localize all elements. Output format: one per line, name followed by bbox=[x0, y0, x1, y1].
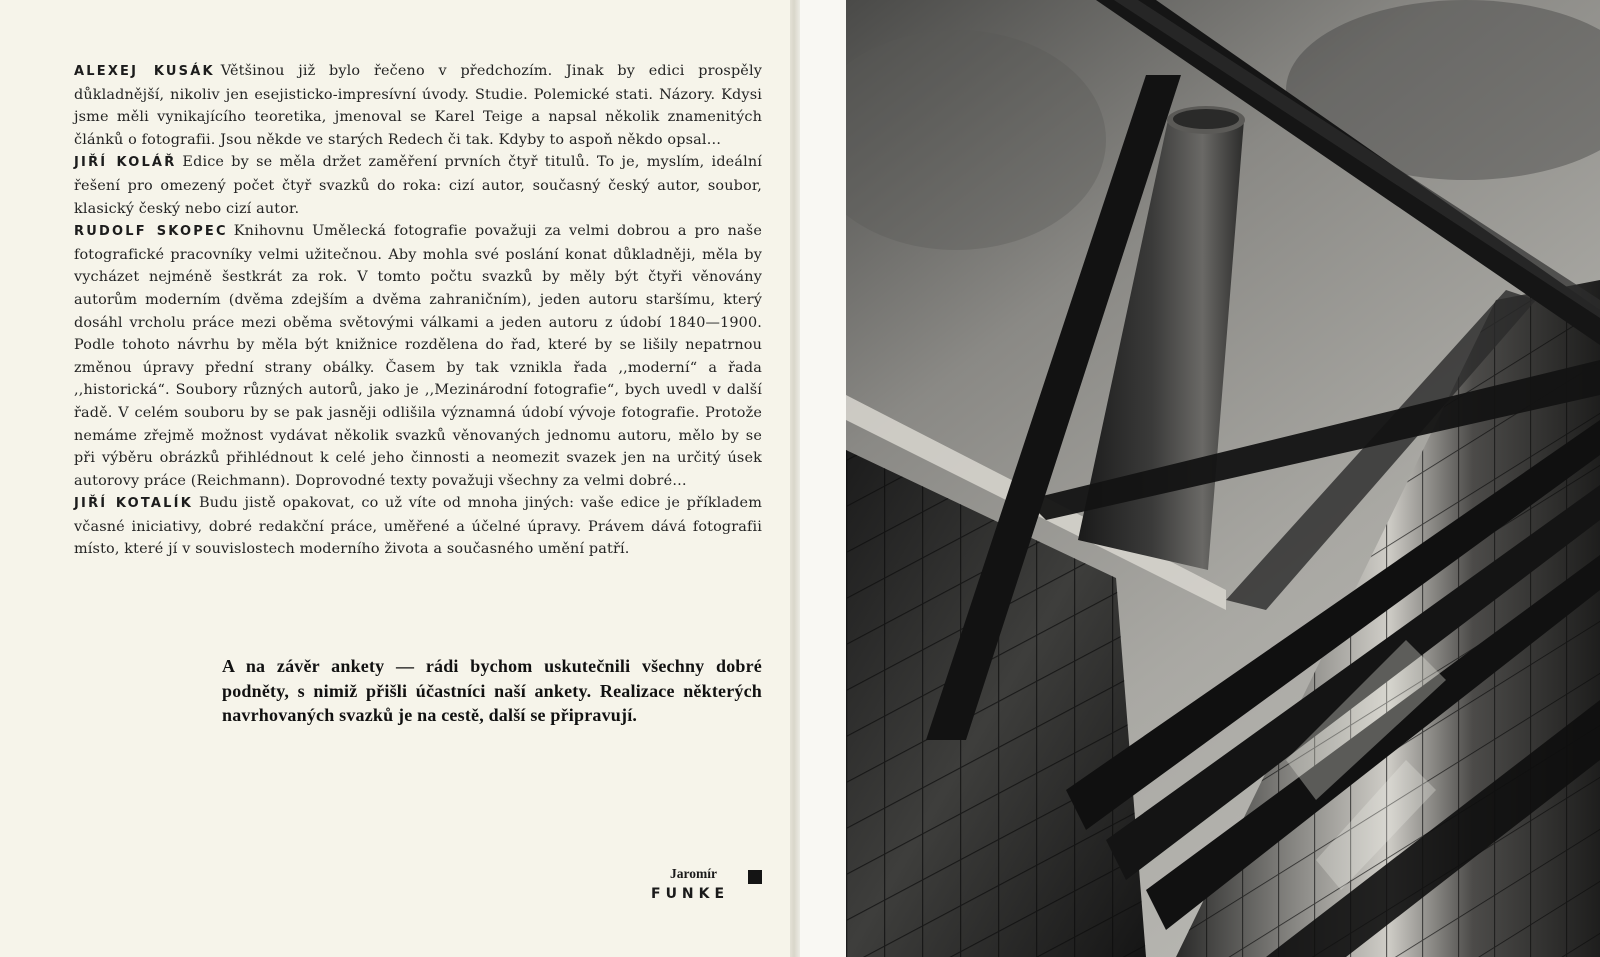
survey-responses bbox=[74, 60, 762, 561]
response-text: Budu jistě opakovat, co už víte od mnoha jiných: vaše edice je příkladem včasné iniciativy, dobré redakční práce, uměřené a účelné úpravy. Právem dává fotografii místo, které jí v souvislostech moderního života a současného umění patří. bbox=[74, 495, 762, 558]
author-name: ALEXEJ KUSÁK bbox=[74, 64, 215, 79]
credit-first-name: Jaromír bbox=[670, 866, 717, 881]
book-gutter bbox=[790, 0, 800, 957]
credit-last-name: FUNKE bbox=[651, 886, 730, 902]
response-text: Edice by se měla držet zaměření prvních čtyř titulů. To je, myslím, ideální řešení pro omezený počet čtyř svazků do roka: cizí autor, současný český autor, soubor, klasický český nebo cizí autor. bbox=[74, 154, 762, 217]
response-kolar bbox=[74, 151, 762, 220]
black-square-icon bbox=[748, 870, 762, 884]
response-skopec bbox=[74, 220, 762, 492]
photo-credit bbox=[640, 866, 780, 906]
author-name: JIŘÍ KOTALÍK bbox=[74, 496, 193, 512]
left-page bbox=[0, 0, 790, 957]
factory-chimney-photograph bbox=[846, 0, 1600, 957]
photo-svg bbox=[846, 0, 1600, 957]
survey-conclusion: A na závěr ankety — rádi bychom uskutečnili všechny dobré podněty, s nimiž přišli účastníci naší ankety. Realizace některých navrhovaných svazků je na cestě, další se připravují. bbox=[222, 656, 762, 725]
response-kusak bbox=[74, 60, 762, 151]
response-text: Většinou již bylo řečeno v předchozím. Jinak by edici prospěly důkladnější, nikoliv jen esejisticko-impresívní úvody. Studie. Polemické stati. Názory. Kdysi jsme měli vynikajícího teoretika, jmenoval se Karel Teige a napsal několik znamenitých článků o fotografii. Jsou někde ve starých Redech či tak. Kdyby to aspoň někdo opsal… bbox=[74, 63, 763, 148]
response-kotalik bbox=[74, 492, 762, 561]
author-name: RUDOLF SKOPEC bbox=[74, 224, 228, 240]
author-name: JIŘÍ KOLÁŘ bbox=[74, 155, 177, 171]
right-page-margin bbox=[800, 0, 846, 957]
response-text: Knihovnu Umělecká fotografie považuji za velmi dobrou a pro naše fotografické pracovníky velmi užitečnou. Aby mohla své poslání konat důkladněji, měla by vycházet nejméně šestkrát za rok. V tomto počtu svazků by měly být čtyři věnovány autorům moderním (dvěma zdejším a dvěma zahraničním), jeden autoru staršímu, který dosáhl vrcholu práce mezi oběma světovými válkami a jeden autoru z údobí 1840—1900. Podle tohoto návrhu by měla být knižnice rozdělena do řad, které by se lišily nepatrnou změnou úpravy přední strany obálky. Časem by tak vznikla řada ,,moderní“ a řada ,,historická“. Soubory různých autorů, jako je ,,Mezinárodní fotografie“, bych uvedl v další řadě. V celém souboru by se pak jasněji odlišila významná údobí vývoje fotografie. Protože nemáme zřejmě možnost vydávat několik svazků věnovaných jednomu autoru, mělo by se při výběru obrázků přihlédnout k celé jeho činnosti a neomezit svazek jen na určitý úsek autorovy práce (Reichmann). Doprovodné texty považuji všechny za velmi dobré… bbox=[74, 223, 762, 489]
